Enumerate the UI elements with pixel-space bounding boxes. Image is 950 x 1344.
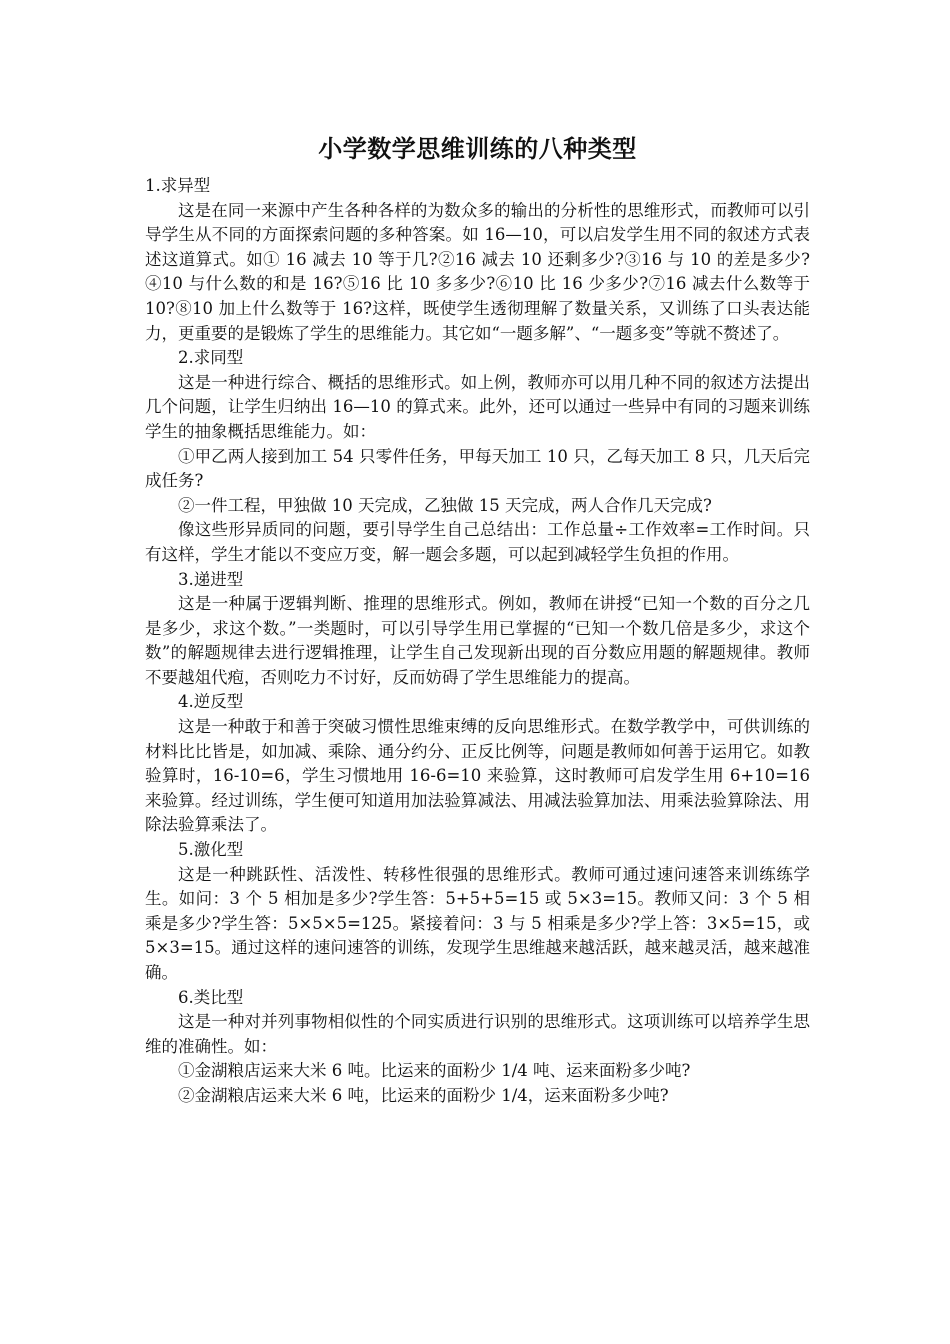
document-page	[145, 132, 810, 1109]
section-6-example-1: ①金湖粮店运来大米 6 吨。比运来的面粉少 1/4 吨、运来面粉多少吨?	[178, 1061, 691, 1081]
section-2-example-2: ②一件工程，甲独做 10 天完成，乙独做 15 天完成，两人合作几天完成?	[178, 495, 712, 515]
section-2-conclusion: 像这些形异质同的问题，要引导学生自己总结出：工作总量÷工作效率=工作时间。只有这样，学生才能以不变应万变，解一题会多题，可以起到减轻学生负担的作用。	[145, 520, 810, 564]
section-4-body: 这是一种敢于和善于突破习惯性思维束缚的反向思维形式。在数学教学中，可供训练的材料比比皆是，如加减、乘除、通分约分、正反比例等，问题是教师如何善于运用它。如教验算时，16-10=6，学生习惯地用 16-6=10 来验算，这时教师可启发学生用 6+10=16 来验算。经过训练，学生便可知道用加法验算减法、用减法验算加法、用乘法验算除法、用除法验算乘法了。	[145, 717, 810, 835]
section-2-example-1: ①甲乙两人接到加工 54 只零件任务，甲每天加工 10 只，乙每天加工 8 只，几天后完成任务?	[145, 446, 810, 491]
section-1-body: 这是在同一来源中产生各种各样的为数众多的输出的分析性的思维形式，而教师可以引导学生从不同的方面探索问题的多种答案。如 16—10，可以启发学生用不同的叙述方式表述这道算式。如① 16 减去 10 等于几?②16 减去 10 还剩多少?③16 与 10 的差是多少?④10 与什么数的和是 16?⑤16 比 10 多多少?⑥10 比 16 少多少?⑦16 减去什么数等于 10?⑧10 加上什么数等于 16?这样，既使学生透彻理解了数量关系，又训练了口头表达能力，更重要的是锻炼了学生的思维能力。其它如“一题多解”、“一题多变”等就不赘述了。	[145, 200, 810, 343]
section-heading-2: 2.求同型	[178, 348, 244, 368]
section-3-body: 这是一种属于逻辑判断、推理的思维形式。例如，教师在讲授“已知一个数的百分之几是多少，求这个数。”一类题时，可以引导学生用已掌握的“已知一个数几倍是多少，求这个数”的解题规律去进行逻辑推理，让学生自己发现新出现的百分数应用题的解题规律。教师不要越俎代疱，否则吃力不讨好，反而妨碍了学生思维能力的提高。	[145, 594, 810, 687]
section-6-example-2: ②金湖粮店运来大米 6 吨，比运来的面粉少 1/4，运来面粉多少吨?	[178, 1085, 669, 1105]
section-heading-1: 1.求异型	[145, 176, 211, 195]
section-heading-5: 5.激化型	[178, 840, 244, 860]
document-title: 小学数学思维训练的八种类型	[318, 135, 637, 163]
section-6-body: 这是一种对并列事物相似性的个同实质进行识别的思维形式。这项训练可以培养学生思维的准确性。如：	[145, 1012, 810, 1056]
section-heading-3: 3.递进型	[178, 569, 244, 589]
section-heading-6: 6.类比型	[178, 987, 244, 1007]
section-2-body: 这是一种进行综合、概括的思维形式。如上例，教师亦可以用几种不同的叙述方法提出几个问题，让学生归纳出 16—10 的算式来。此外，还可以通过一些异中有同的习题来训练学生的抽象概括思维能力。如：	[145, 372, 810, 441]
section-5-body: 这是一种跳跃性、活泼性、转移性很强的思维形式。教师可通过速问速答来训练练学生。如问：3 个 5 相加是多少?学生答：5+5+5=15 或 5×3=15。教师又问：3 个 5 相乘是多少?学生答：5×5×5=125。紧接着问：3 与 5 相乘是多少?学上答：3×5=15，或 5×3=15。通过这样的速问速答的训练，发现学生思维越来越活跃，越来越灵活，越来越准确。	[145, 864, 810, 982]
section-heading-4: 4.逆反型	[178, 692, 244, 712]
